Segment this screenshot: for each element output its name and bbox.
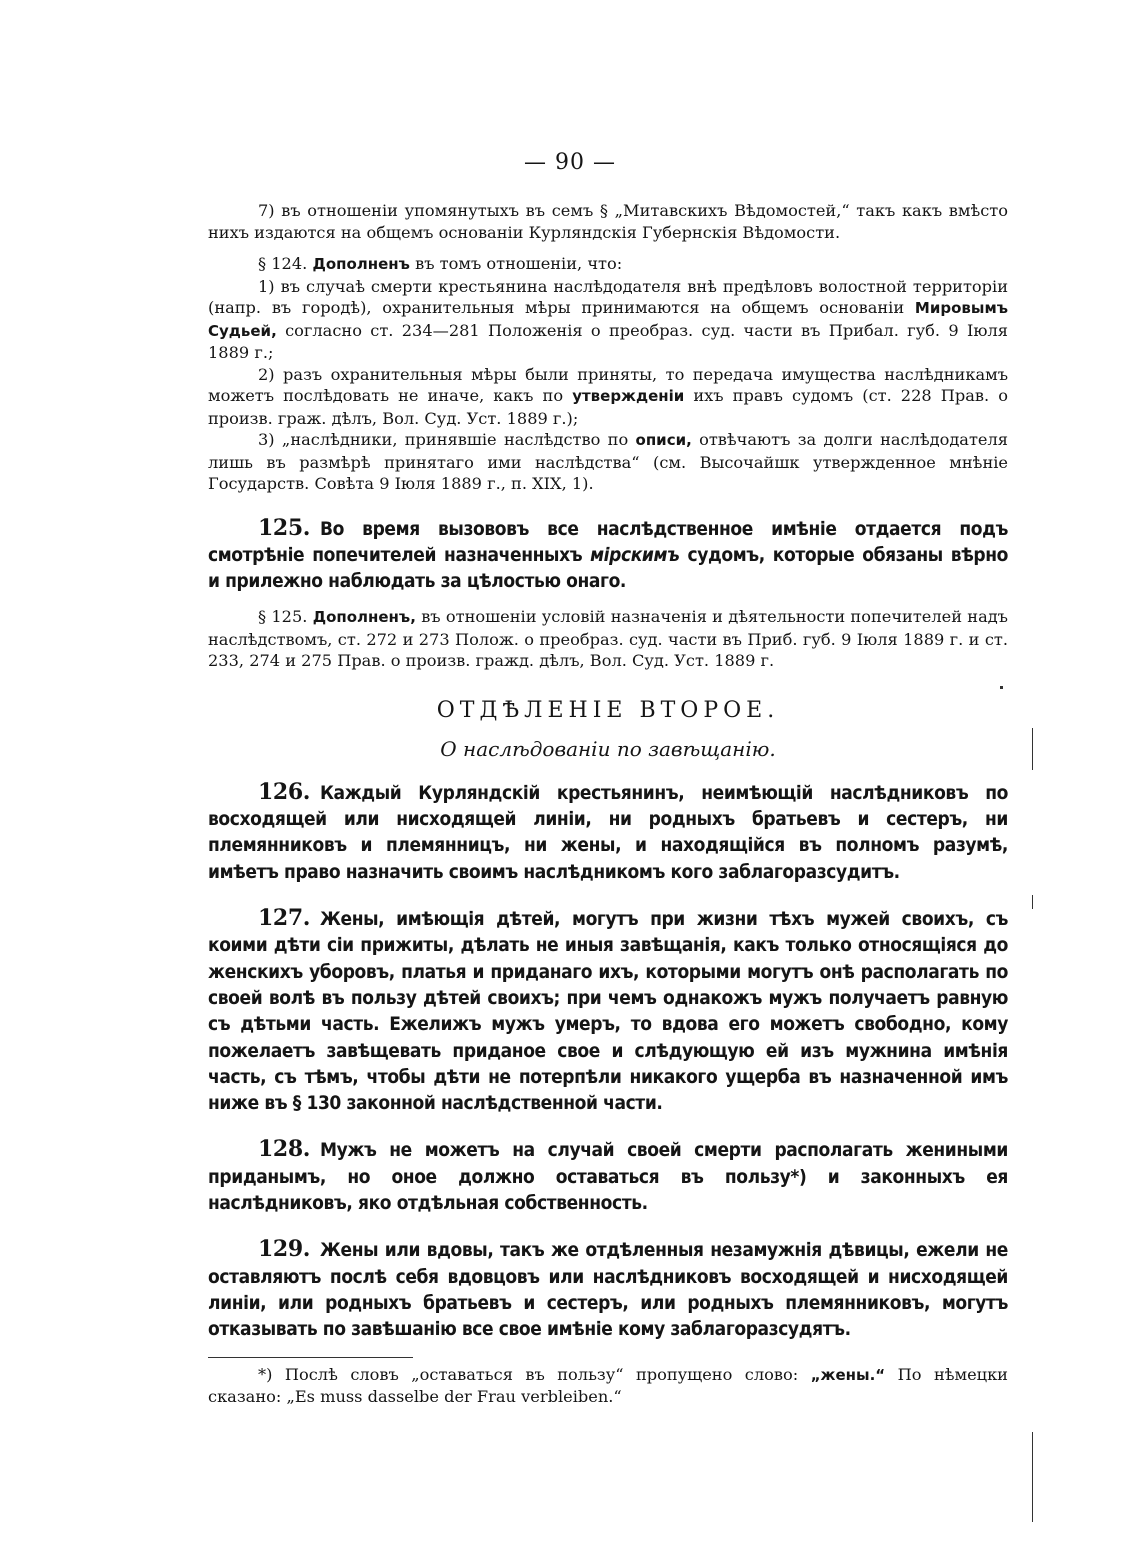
scan-mark bbox=[1000, 686, 1003, 689]
section-subtitle: О наслѣдованіи по завѣщанію. bbox=[440, 736, 776, 761]
article-125-number: 125. bbox=[258, 514, 310, 541]
item-2-text-a: 2) разъ охранительныя мѣры были приняты, то передача имущества наслѣдникамъ можетъ послѣдовать не иначе, какъ по bbox=[208, 364, 1008, 405]
item-1-text-b: согласно ст. 234—281 Положенія о преобраз. суд. части въ Прибал. губ. 9 Іюля 1889 г.; bbox=[208, 320, 1008, 362]
article-129-text: Жены или вдовы, такъ же отдѣленныя незамужнія дѣвицы, ежели не оставляютъ послѣ себя вдовцовъ или наслѣдниковъ восходящей и нисходящей линіи, или родныхъ братьевъ и сестеръ, или родныхъ племянниковъ, могутъ отказывать по завѣшанію все свое имѣніе кому заблагоразсудятъ. bbox=[208, 1239, 1008, 1341]
article-126 bbox=[208, 779, 1008, 885]
article-127-number: 127. bbox=[258, 905, 310, 932]
item-3-text-b: отвѣчаютъ за долги наслѣдодателя лишь въ размѣрѣ принятаго ими наслѣдства“ (см. Высочайшк утвержденное мнѣніе Государств. Совѣта 9 Іюля 1889 г., п. XIX, 1). bbox=[208, 430, 1008, 493]
footnote-rule bbox=[208, 1357, 413, 1358]
item-3-text-a: 3) „наслѣдники, принявшіе наслѣдство по bbox=[258, 430, 629, 449]
article-128 bbox=[208, 1136, 1008, 1216]
paragraph-7 bbox=[208, 200, 1008, 243]
supplement-125-rest: въ отношеніи условій назначенія и дѣятельности попечителей надъ наслѣдствомъ, ст. 272 и 273 Полож. о преобраз. суд. части въ Приб. губ. 9 Іюля 1889 г. и ст. 233, 274 и 275 Прав. о произв. гражд. дѣлъ, Вол. Суд. Уст. 1889 г. bbox=[208, 607, 1008, 671]
article-127-text: Жены, имѣющія дѣтей, могутъ при жизни тѣхъ мужей своихъ, съ коими дѣти сіи прижиты, дѣлать не иныя завѣщанія, какъ только относящіяся до женскихъ уборовъ, платья и приданаго ихъ, которыми могутъ онѣ располагать по своей волѣ въ пользу дѣтей своихъ; при чемъ однакожъ мужъ получаетъ равную съ дѣтьми часть. Ежелижъ мужъ умеръ, то вдова его можетъ свободно, кому пожелаетъ завѣщевать приданое свое и слѣдующую ей изъ мужнина имѣнія часть, съ тѣмъ, чтобы дѣти не потерпѣли никакого ущерба въ назначенной имъ ниже въ § 130 законной наслѣдственной части. bbox=[208, 908, 1008, 1115]
supplement-125 bbox=[208, 606, 1008, 672]
article-128-number: 128. bbox=[258, 1136, 310, 1163]
supplement-124-bold: Дополненъ bbox=[312, 255, 410, 273]
page-content bbox=[208, 200, 1008, 1408]
paragraph-7-text: 7) въ отношеніи упомянутыхъ въ семъ § „Митавскихъ Вѣдомостей,“ такъ какъ вмѣсто нихъ издаются на общемъ основаніи Курляндскія Губернскія Вѣдомости. bbox=[208, 201, 1008, 242]
article-125-italic: мірскимъ bbox=[590, 543, 680, 566]
article-125-text-b: судомъ, которые обязаны вѣрно и прилежно наблюдать за цѣлостью онаго. bbox=[208, 543, 1008, 593]
article-127 bbox=[208, 905, 1008, 1116]
article-126-text: Каждый Курляндскій крестьянинъ, неимѣющій наслѣдниковъ по восходящей или нисходящей линіи, ни родныхъ братьевъ и сестеръ, ни племянниковъ и племянницъ, ни жены, и находящійся въ полномъ разумѣ, имѣетъ право назначить своимъ наслѣдникомъ кого заблагоразсудитъ. bbox=[208, 781, 1008, 883]
item-2-bold: утвержденіи bbox=[572, 387, 685, 405]
supplement-125-bold: Дополненъ, bbox=[312, 608, 416, 627]
article-126-number: 126. bbox=[258, 778, 310, 805]
article-125-text-a: Во время вызововъ все наслѣдственное имѣніе отдается подъ смотрѣніе попечителей назначенныхъ bbox=[208, 517, 1008, 566]
supplement-125-prefix: § 125. bbox=[258, 607, 308, 627]
scan-mark bbox=[1032, 895, 1033, 909]
supplement-124-item-1 bbox=[208, 276, 1008, 364]
article-128-text: Мужъ не можетъ на случай своей смерти располагать жениными приданымъ, но оное должно оставаться въ пользу*) и законныхъ ея наслѣдниковъ, яко отдѣльная собственность. bbox=[208, 1139, 1008, 1215]
footnote-text-a: *) Послѣ словъ „оставаться въ пользу“ пропущено слово: bbox=[258, 1364, 799, 1384]
page-number: — 90 — bbox=[524, 150, 616, 175]
article-129 bbox=[208, 1236, 1008, 1342]
item-1-text-a: 1) въ случаѣ смерти крестьянина наслѣдодателя внѣ предѣловъ волостной территоріи (напр. въ городѣ), охранительныя мѣры принимаются на общемъ основаніи bbox=[208, 276, 1008, 317]
footnote-bold: „жены.“ bbox=[810, 1365, 886, 1384]
scan-mark bbox=[1032, 1432, 1033, 1522]
item-2-text-b: ихъ правъ судомъ (ст. 228 Прав. о произв. граж. дѣлъ, Вол. Суд. Уст. 1889 г.); bbox=[208, 386, 1008, 428]
supplement-124-prefix: § 124. bbox=[258, 254, 308, 273]
scan-mark bbox=[1032, 728, 1033, 770]
supplement-124-item-3 bbox=[208, 429, 1008, 495]
item-3-bold: описи, bbox=[635, 431, 692, 449]
supplement-124-item-2 bbox=[208, 364, 1008, 430]
footnote-text-b: По нѣмецки сказано: „Es muss dasselbe der Frau verbleiben.“ bbox=[208, 1364, 1008, 1407]
supplement-124 bbox=[208, 253, 1008, 276]
article-129-number: 129. bbox=[258, 1236, 310, 1263]
article-125 bbox=[208, 515, 1008, 595]
item-1-bold: Мировымъ Судьей, bbox=[208, 299, 1008, 340]
footnote bbox=[208, 1364, 1008, 1408]
supplement-124-rest: въ томъ отношеніи, что: bbox=[415, 254, 623, 273]
section-title: ОТДѢЛЕНІЕ ВТОРОЕ. bbox=[436, 697, 780, 723]
